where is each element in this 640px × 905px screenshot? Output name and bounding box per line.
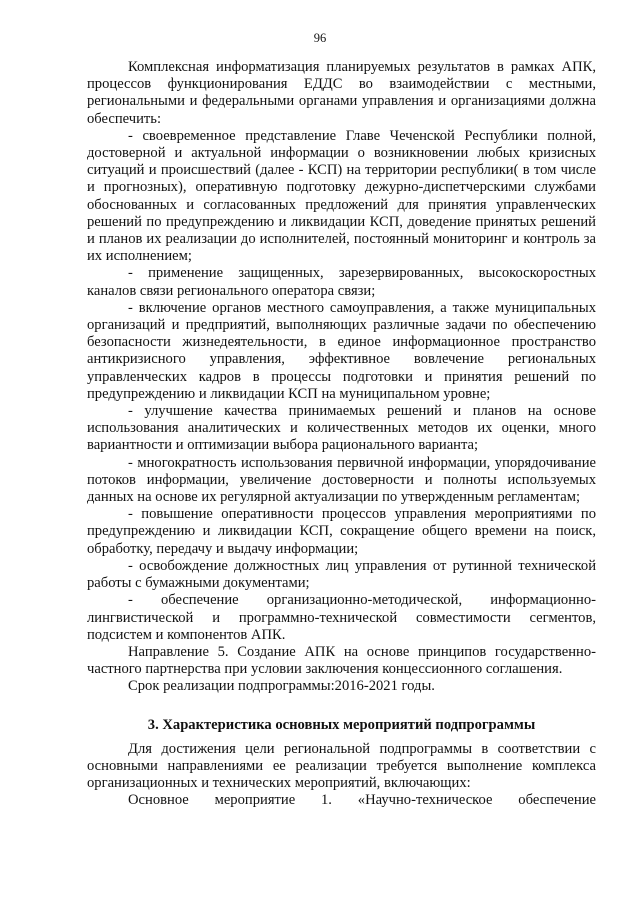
intro-paragraph: Комплексная информатизация планируемых результатов в рамках АПК, процессов функционирования ЕДДС во взаимодействии с местными, региональными и федеральными органами управления и организациями должна обеспечить: (87, 59, 596, 127)
section-heading: 3. Характеристика основных мероприятий подпрограммы (147, 716, 536, 733)
list-item: - улучшение качества принимаемых решений и планов на основе использования аналитических и количественных методов их оценки, много вариантности и оптимизации выбора рационального варианта; (87, 403, 596, 454)
list-item: - многократность использования первичной информации, упорядочивание потоков информации, увеличение достоверности и полноты используемых данных на основе их регулярной актуализации по утвержденным регламентам; (87, 454, 596, 506)
list-item: - обеспечение организационно-методической, информационно-лингвистической и программно-технической совместимости сегментов, подсистем и компонентов АПК. (87, 592, 596, 643)
section-paragraph: Для достижения цели региональной подпрограммы в соответствии с основными направлениями ее реализации требуется выполнение комплекса организационных и технических мероприятий, включающих: (87, 740, 596, 792)
page-number: 96 (313, 31, 327, 45)
section-paragraph-continued: Основное мероприятие 1. «Научно-техническое обеспечение (128, 792, 596, 809)
list-item: - своевременное представление Главе Чеченской Республики полной, достоверной и актуальной информации о возникновении любых кризисных ситуаций и происшествий (далее - КСП) на территории республики( в том числе и прогнозных), оперативную подготовку дежурно-диспетчерскими службами обоснованных и согласованных предложений для принятия управленческих решений по предупреждению и ликвидации КСП, доведение принятых решений и планов их реализации до исполнителей, постоянный мониторинг и контроль за их исполнением; (87, 127, 596, 265)
document-body (87, 59, 596, 810)
term-paragraph: Срок реализации подпрограммы:2016-2021 годы. (128, 678, 435, 695)
direction-paragraph: Направление 5. Создание АПК на основе принципов государственно-частного партнерства при условии заключения концессионного соглашения. (87, 643, 596, 678)
list-item: - освобождение должностных лиц управления от рутинной технической работы с бумажными документами; (87, 557, 596, 592)
list-item: - включение органов местного самоуправления, а также муниципальных организаций и предприятий, выполняющих различные задачи по обеспечению безопасности жизнедеятельности, в единое информационное пространство антикризисного управления, эффективное вовлечение региональных управленческих кадров в процессы подготовки и принятия решений по предупреждению и ликвидации КСП на муниципальном уровне; (87, 299, 596, 402)
requirements-list (87, 128, 596, 644)
list-item: - повышение оперативности процессов управления мероприятиями по предупреждению и ликвидации КСП, сокращение общего времени на поиск, обработку, передачу и выдачу информации; (87, 506, 596, 557)
list-item: - применение защищенных, зарезервированных, высокоскоростных каналов связи регионального оператора связи; (87, 265, 596, 299)
